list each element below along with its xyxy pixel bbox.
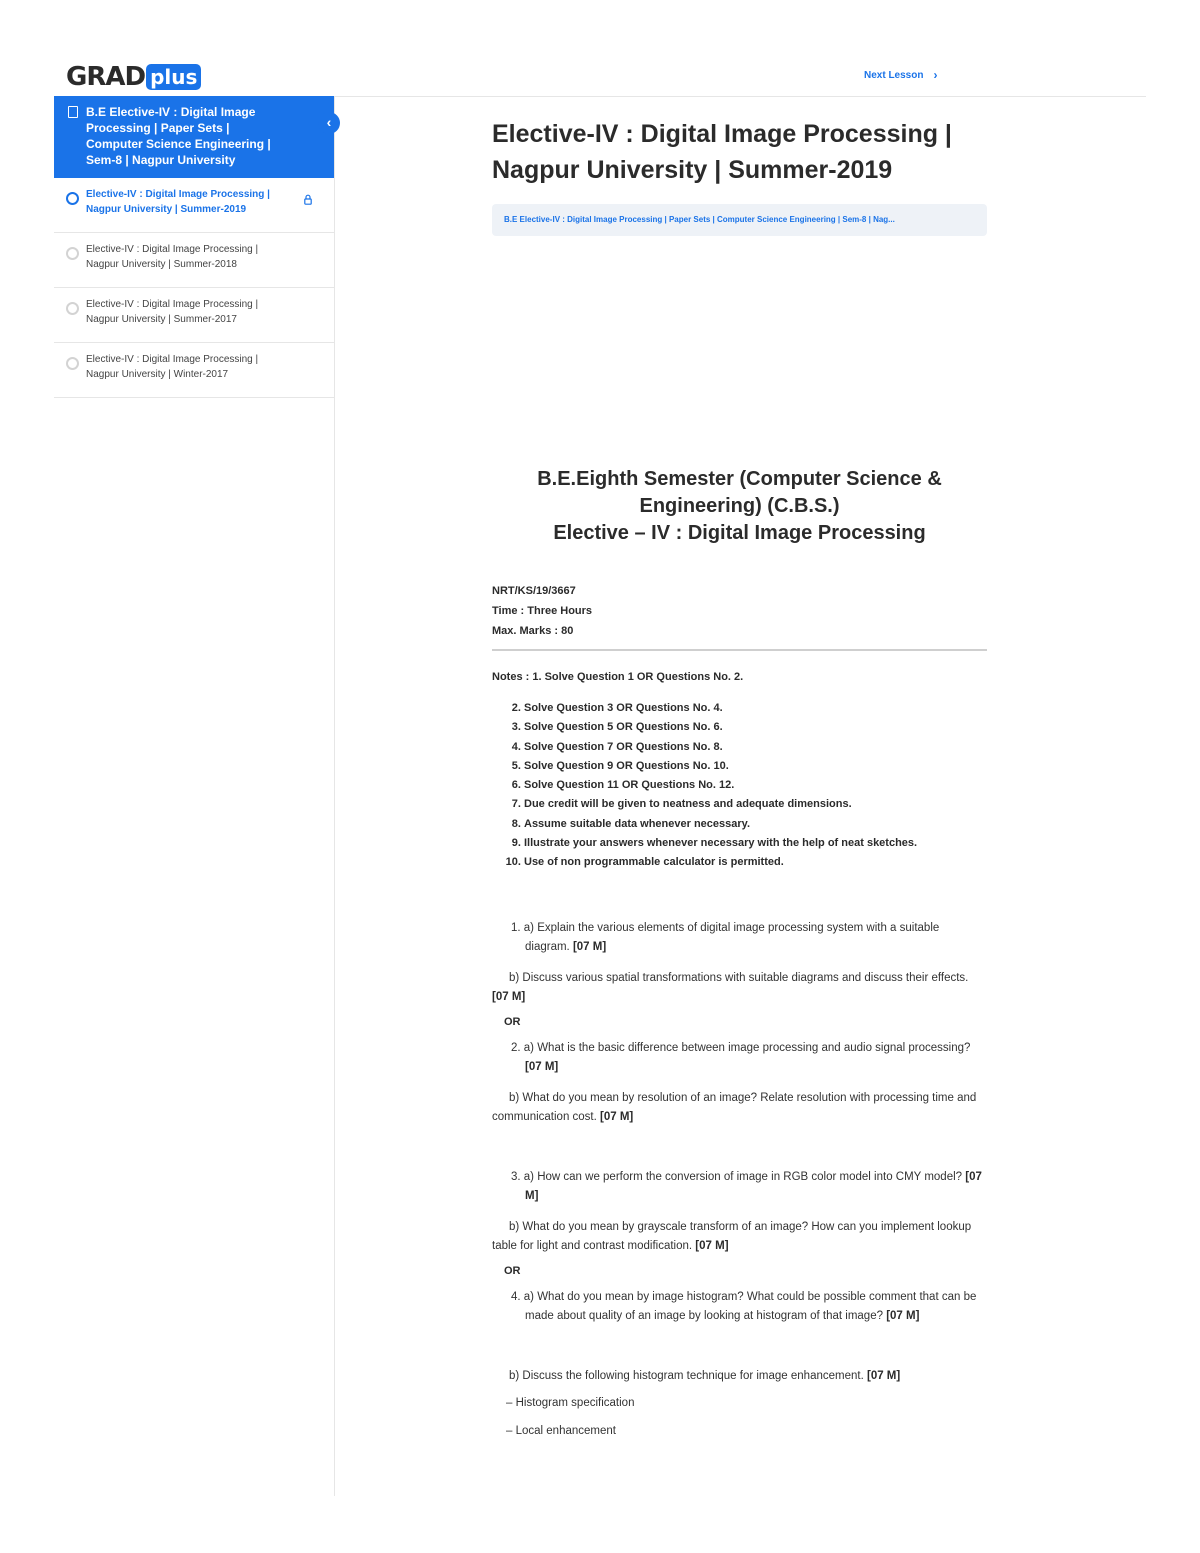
- lesson-label: Elective-IV : Digital Image Processing | Nagpur University | Summer-2018: [86, 244, 259, 270]
- lesson-item-summer-2017[interactable]: [54, 288, 334, 343]
- note-item: 8. Assume suitable data whenever necessary.: [524, 815, 987, 834]
- question-2b: [492, 1089, 987, 1128]
- technique-item: – Histogram specification: [506, 1397, 635, 1410]
- logo-grad-text: GRAD: [66, 62, 146, 92]
- collapse-sidebar-button[interactable]: ‹: [318, 112, 340, 134]
- question-marks: [07 M]: [572, 941, 607, 954]
- note-item: 10. Use of non programmable calculator is permitted.: [524, 853, 987, 872]
- question-marks: [07 M]: [886, 1310, 920, 1323]
- question-text: 1. a) Explain the various elements of digital image processing system with a suitable diagram.: [511, 921, 940, 954]
- question-text: 3. a) How can we perform the conversion of image in RGB color model into CMY model?: [511, 1170, 963, 1183]
- logo-plus-badge: plus: [146, 64, 201, 90]
- paper-code: NRT/KS/19/3667: [492, 585, 576, 597]
- question-marks: [07 M]: [525, 1061, 559, 1074]
- lesson-label: Elective-IV : Digital Image Processing | Nagpur University | Winter-2017: [86, 354, 259, 380]
- paper-title-line-1: B.E.Eighth Semester (Computer Science & Engineering) (C.B.S.): [537, 468, 942, 517]
- question-text: b) What do you mean by grayscale transform of an image? How can you implement lookup table for light and contrast modification.: [492, 1220, 972, 1253]
- lesson-header: [492, 116, 987, 236]
- note-item: 2. Solve Question 3 OR Questions No. 4.: [524, 699, 987, 718]
- lesson-status-icon: [66, 302, 79, 315]
- lesson-item-summer-2019[interactable]: [54, 178, 334, 233]
- note-item: 7. Due credit will be given to neatness and adequate dimensions.: [524, 795, 987, 814]
- technique-item: – Local enhancement: [506, 1424, 616, 1437]
- page-title: Elective-IV : Digital Image Processing | Nagpur University | Summer-2019: [492, 120, 952, 184]
- or-separator: OR: [504, 1264, 521, 1277]
- question-4a: [492, 1288, 987, 1327]
- question-3a: [492, 1168, 987, 1207]
- notes-list: [492, 699, 987, 873]
- divider: [492, 649, 987, 651]
- question-3b: [492, 1218, 987, 1257]
- lesson-status-icon: [66, 247, 79, 260]
- note-item: 4. Solve Question 7 OR Questions No. 8.: [524, 738, 987, 757]
- question-text: b) What do you mean by resolution of an image? Relate resolution with processing time and communication cost.: [492, 1091, 977, 1124]
- question-1b: [492, 969, 987, 1008]
- or-separator: OR: [504, 1015, 521, 1028]
- sidebar: [54, 96, 335, 1496]
- notes-heading: Notes : 1. Solve Question 1 OR Questions No. 2.: [492, 671, 744, 683]
- lesson-label: Elective-IV : Digital Image Processing | Nagpur University | Summer-2017: [86, 299, 259, 325]
- lesson-status-icon: [66, 192, 79, 205]
- question-4b: [492, 1367, 987, 1387]
- question-paper: [492, 466, 987, 1441]
- current-section-title: B.E Elective-IV : Digital Image Processing | Paper Sets | Computer Science Engineering | Sem-8 | Nagpur University: [86, 105, 271, 167]
- question-1a: [492, 919, 987, 958]
- note-item: 6. Solve Question 11 OR Questions No. 12.: [524, 776, 987, 795]
- note-item: 3. Solve Question 5 OR Questions No. 6.: [524, 718, 987, 737]
- question-text: 2. a) What is the basic difference between image processing and audio signal processing?: [511, 1041, 971, 1054]
- lesson-status-icon: [66, 357, 79, 370]
- question-2a: [492, 1039, 987, 1078]
- question-text: b) Discuss the following histogram technique for image enhancement.: [509, 1369, 864, 1382]
- top-bar: [54, 56, 1146, 97]
- paper-title-line-2: Elective – IV : Digital Image Processing: [553, 522, 926, 544]
- lock-icon: [304, 194, 312, 205]
- question-marks: [07 M]: [600, 1111, 634, 1124]
- paper-max-marks: Max. Marks : 80: [492, 625, 574, 637]
- book-icon: [68, 106, 78, 118]
- question-text: 4. a) What do you mean by image histogram? What could be possible comment that can be made about quality of an image by looking at histogram of that image?: [511, 1290, 977, 1323]
- gradplus-logo[interactable]: [66, 62, 201, 92]
- paper-time: Time : Three Hours: [492, 605, 593, 617]
- question-marks: [07 M]: [866, 1369, 901, 1382]
- paper-meta: [492, 581, 987, 641]
- paper-title: [492, 466, 987, 547]
- chevron-right-icon: ›: [933, 68, 938, 82]
- lesson-item-summer-2018[interactable]: [54, 233, 334, 288]
- sidebar-current-section[interactable]: [54, 96, 334, 178]
- note-item: 5. Solve Question 9 OR Questions No. 10.: [524, 757, 987, 776]
- lesson-label: Elective-IV : Digital Image Processing | Nagpur University | Summer-2019: [86, 189, 270, 215]
- next-lesson-label: Next Lesson: [864, 69, 924, 81]
- next-lesson-link[interactable]: [864, 68, 937, 82]
- note-item: 9. Illustrate your answers whenever necessary with the help of neat sketches.: [524, 834, 987, 853]
- breadcrumb[interactable]: B.E Elective-IV : Digital Image Processing | Paper Sets | Computer Science Engineering | Sem-8 | Nag...: [492, 204, 987, 236]
- question-marks: [07 M]: [492, 991, 526, 1004]
- question-marks: [07 M]: [695, 1240, 729, 1253]
- lesson-item-winter-2017[interactable]: [54, 343, 334, 398]
- question-marks: [07 M]: [525, 1170, 982, 1203]
- question-text: b) Discuss various spatial transformations with suitable diagrams and discuss their effects.: [509, 971, 969, 984]
